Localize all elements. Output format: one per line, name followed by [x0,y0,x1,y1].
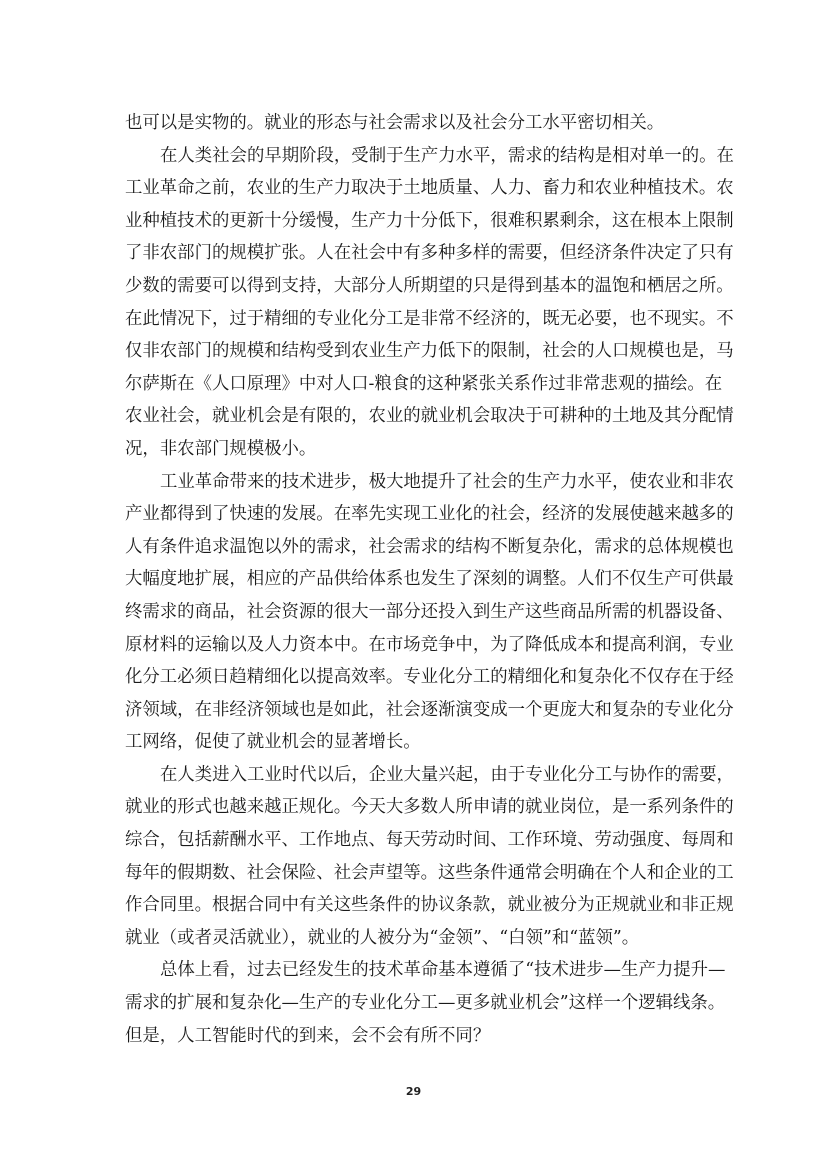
text-line: 需求的扩展和复杂化—生产的专业化分工—更多就业机会”这样一个逻辑线条。 [125,993,726,1014]
text-line: 工业革命之前，农业的生产力取决于土地质量、人力、畜力和农业种植技术。农 [125,178,734,199]
paragraph [125,107,703,140]
text-line: 每年的假期数、社会保险、社会声望等。这些条件通常会明确在个人和企业的工 [125,862,734,883]
text-line: 综合，包括薪酬水平、工作地点、每天劳动时间、工作环境、劳动强度、每周和 [125,830,734,851]
text-line: 作合同里。根据合同中有关这些条件的协议条款，就业被分为正规就业和非正规 [125,895,734,916]
text-line: 在人类进入工业时代以后，企业大量兴起，由于专业化分工与协作的需要， [160,764,734,785]
text-line: 在人类社会的早期阶段，受制于生产力水平，需求的结构是相对单一的。在 [160,145,734,166]
text-line: 仅非农部门的规模和结构受到农业生产力低下的限制，社会的人口规模也是，马 [125,341,734,362]
page-number: 29 [405,1085,422,1098]
text-line: 但是，人工智能时代的到来，会不会有所不同？ [125,1025,491,1046]
text-line: 终需求的商品，社会资源的很大一部分还投入到生产这些商品所需的机器设备、 [125,601,734,622]
text-line: 也可以是实物的。就业的形态与社会需求以及社会分工水平密切相关。 [125,113,665,133]
text-line: 化分工必须日趋精细化以提高效率。专业化分工的精细化和复杂化不仅存在于经 [125,667,734,688]
text-line: 就业的形式也越来越正规化。今天大多数人所申请的就业岗位，是一系列条件的 [125,797,734,818]
paragraph [125,466,734,759]
text-line: 人有条件追求温饱以外的需求，社会需求的结构不断复杂化，需求的总体规模也 [125,536,734,557]
text-line: 尔萨斯在《人口原理》中对人口-粮食的这种紧张关系作过非常悲观的描绘。在 [125,373,723,394]
paragraph [125,759,734,955]
paragraph [125,140,734,466]
text-line: 就业（或者灵活就业），就业的人被分为“金领”、“白领”和“蓝领”。 [125,927,640,948]
text-line: 济领域，在非经济领域也是如此，社会逐渐演变成一个更庞大和复杂的专业化分 [125,699,734,720]
body-text [125,107,734,1052]
text-line: 总体上看，过去已经发生的技术革命基本遵循了“技术进步—生产力提升— [160,960,726,981]
text-line: 况，非农部门规模极小。 [125,438,317,459]
text-line: 工业革命带来的技术进步，极大地提升了社会的生产力水平，使农业和非农 [160,471,734,492]
text-line: 产业都得到了快速的发展。在率先实现工业化的社会，经济的发展使越来越多的 [125,504,734,525]
paragraph [125,954,726,1052]
text-line: 原材料的运输以及人力资本中。在市场竞争中，为了降低成本和提高利润，专业 [125,634,734,655]
text-line: 工网络，促使了就业机会的显著增长。 [125,732,421,753]
text-line: 了非农部门的规模扩张。人在社会中有多种多样的需要，但经济条件决定了只有 [125,243,734,264]
text-line: 农业社会，就业机会是有限的，农业的就业机会取决于可耕种的土地及其分配情 [125,406,734,427]
text-line: 大幅度地扩展，相应的产品供给体系也发生了深刻的调整。人们不仅生产可供最 [125,569,734,590]
text-line: 少数的需要可以得到支持，大部分人所期望的只是得到基本的温饱和栖居之所。 [125,275,734,296]
text-line: 业种植技术的更新十分缓慢，生产力十分低下，很难积累剩余，这在根本上限制 [125,210,734,231]
text-line: 在此情况下，过于精细的专业化分工是非常不经济的，既无必要，也不现实。不 [125,308,734,329]
